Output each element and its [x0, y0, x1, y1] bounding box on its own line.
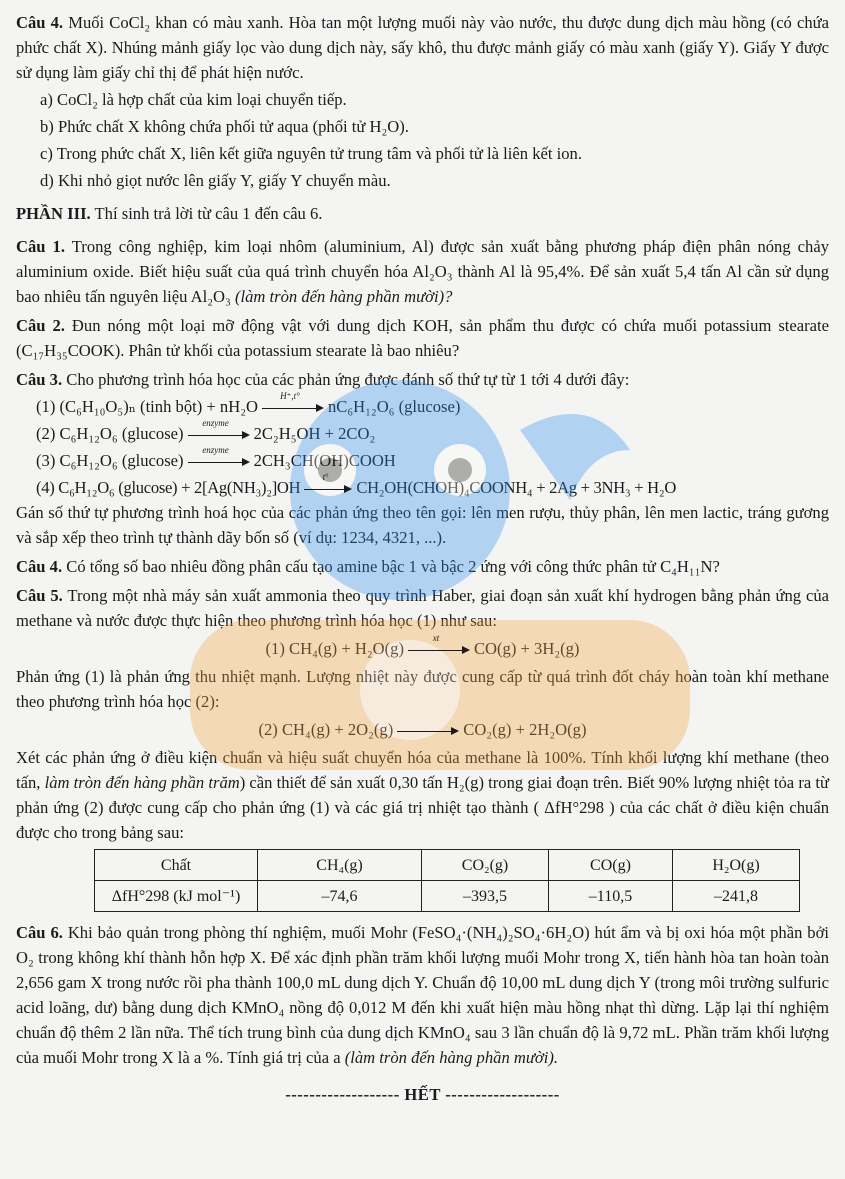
question-6: Câu 6. Khi bảo quản trong phòng thí nghiệm, muối Mohr (FeSO₄·(NH₄)₂SO₄·6H₂O) hút ẩm và bị oxi hóa một phần bởi O₂ trong không khí thành hỗn hợp X. Để xác định phần trăm khối lượng muối Mohr trong X, tiến hành hòa tan hoàn toàn 2,656 gam X trong nước rồi pha thành 100,0 mL dung dịch Y. Chuẩn độ 10,00 mL dung dịch Y (trong môi trường sulfuric acid loãng, dư) bằng dung dịch KMnO₄ nồng độ 0,012 M đến khi xuất hiện màu hồng nhạt thì dừng. Lặp lại thí nghiệm chuẩn độ thêm 2 lần nữa. Thể tích trung bình của dung dịch KMnO₄ sau 3 lần chuẩn độ là 9,72 mL. Phần trăm khối lượng của muối Mohr trong X là a %. Tính giá trị của a (làm tròn đến hàng phần mười). [16, 923, 829, 1067]
equation-3-3: (3) C₆H₁₂O₆ (glucose) enzyme 2CH₃CH(OH)COOH [36, 445, 396, 470]
question-5: Câu 5. Trong một nhà máy sản xuất ammonia theo quy trình Haber, giai đoạn sản xuất khí hydrogen bằng phản ứng của methane và nước được thực hiện theo phương trình hóa học (1) như sau: [16, 586, 829, 630]
part-3-heading: PHẦN III. Thí sinh trả lời từ câu 1 đến câu 6. [16, 204, 323, 223]
table-row [95, 881, 800, 912]
reaction-arrow-icon: enzyme [188, 430, 250, 440]
equation-5-2: (2) CH₄(g) + 2O₂(g) CO₂(g) + 2H₂O(g) [258, 720, 587, 739]
equation-3-1: (1) (C₆H₁₀O₅)ₙ (tinh bột) + nH₂O H⁺,t° nC₆H₁₂O₆ (glucose) [36, 391, 461, 416]
equation-3-2: (2) C₆H₁₂O₆ (glucose) enzyme 2C₂H₅OH + 2CO₂ [36, 418, 376, 443]
table-header-cell: Chất [95, 850, 258, 881]
reaction-arrow-icon: H⁺,t° [262, 403, 324, 413]
table-header-cell: H₂O(g) [673, 850, 800, 881]
table-cell: –110,5 [549, 881, 673, 912]
statement-d: d) Khi nhỏ giọt nước lên giấy Y, giấy Y chuyển màu. [40, 171, 391, 190]
enthalpy-table [94, 849, 800, 912]
question-4-cobalt: Câu 4. Muối CoCl₂ khan có màu xanh. Hòa tan một lượng muối này vào nước, thu được dung dịch màu hồng (có chứa phức chất X). Nhúng mảnh giấy lọc vào dung dịch này, sấy khô, thu được mảnh giấy có màu xanh (giấy Y). Giấy Y được sử dụng làm giấy chỉ thị để phát hiện nước. [16, 13, 829, 82]
question-5-middle: Phản ứng (1) là phản ứng thu nhiệt mạnh. Lượng nhiệt này được cung cấp từ quá trình đốt cháy hoàn toàn khí methane theo phương trình hóa học (2): [16, 667, 829, 711]
table-cell: –393,5 [422, 881, 549, 912]
table-header-row [95, 850, 800, 881]
statement-c: c) Trong phức chất X, liên kết giữa nguyên tử trung tâm và phối tử là liên kết ion. [40, 144, 582, 163]
question-2: Câu 2. Đun nóng một loại mỡ động vật với dung dịch KOH, sản phẩm thu được có chứa muối potassium stearate (C₁₇H₃₅COOK). Phân tử khối của potassium stearate là bao nhiêu? [16, 316, 829, 360]
table-header-cell: CH₄(g) [258, 850, 422, 881]
statement-b: b) Phức chất X không chứa phối tử aqua (phối tử H₂O). [40, 117, 409, 136]
reaction-arrow-icon: xt [408, 645, 470, 655]
equation-3-4: (4) C₆H₁₂O₆ (glucose) + 2[Ag(NH₃)₂]OH t° CH₂OH(CHOH)₄COONH₄ + 2Ag + 3NH₃ + H₂O [36, 472, 677, 497]
table-header-cell: CO₂(g) [422, 850, 549, 881]
table-cell: –241,8 [673, 881, 800, 912]
reaction-arrow-icon: t° [304, 484, 352, 494]
reaction-arrow-icon [397, 726, 459, 736]
statement-a: a) CoCl₂ là hợp chất của kim loại chuyển tiếp. [40, 90, 347, 109]
table-row-label: ΔfH°298 (kJ mol⁻¹) [95, 881, 258, 912]
table-header-cell: CO(g) [549, 850, 673, 881]
question-1: Câu 1. Trong công nghiệp, kim loại nhôm (aluminium, Al) được sản xuất bằng phương pháp điện phân nóng chảy aluminium oxide. Biết hiệu suất của quá trình chuyển hóa Al₂O₃ thành Al là 95,4%. Để sản xuất 5,4 tấn Al cần sử dụng bao nhiêu tấn nguyên liệu Al₂O₃ (làm tròn đến hàng phần mười)? [16, 237, 829, 306]
equation-5-1: (1) CH₄(g) + H₂O(g) xt CO(g) + 3H₂(g) [265, 633, 580, 658]
question-4-amine: Câu 4. Có tổng số bao nhiêu đồng phân cấu tạo amine bậc 1 và bậc 2 ứng với công thức phân tử C₄H₁₁N? [16, 557, 720, 576]
question-5-conditions: Xét các phản ứng ở điều kiện chuẩn và hiệu suất chuyển hóa của methane là 100%. Tính khối lượng khí methane (theo tấn, làm tròn đến hàng phần trăm) cần thiết để sản xuất 0,30 tấn H₂(g) trong giai đoạn trên. Biết 90% lượng nhiệt tỏa ra từ phản ứng (2) được cung cấp cho phản ứng (1) và các giá trị nhiệt tạo thành ( ΔfH°298 ) của các chất ở điều kiện chuẩn được cho trong bảng sau: [16, 748, 830, 842]
table-cell: –74,6 [258, 881, 422, 912]
reaction-arrow-icon: enzyme [188, 457, 250, 467]
end-marker: ------------------- HẾT ------------------- [285, 1085, 560, 1104]
question-3: Câu 3. Cho phương trình hóa học của các phản ứng được đánh số thứ tự từ 1 tới 4 dưới đây: [16, 370, 630, 389]
question-3-instruction: Gán số thứ tự phương trình hoá học của các phản ứng theo tên gọi: lên men rượu, thủy phân, lên men lactic, tráng gương và sắp xếp theo trình tự thành dãy bốn số (ví dụ: 1234, 4321, ...). [16, 503, 829, 547]
